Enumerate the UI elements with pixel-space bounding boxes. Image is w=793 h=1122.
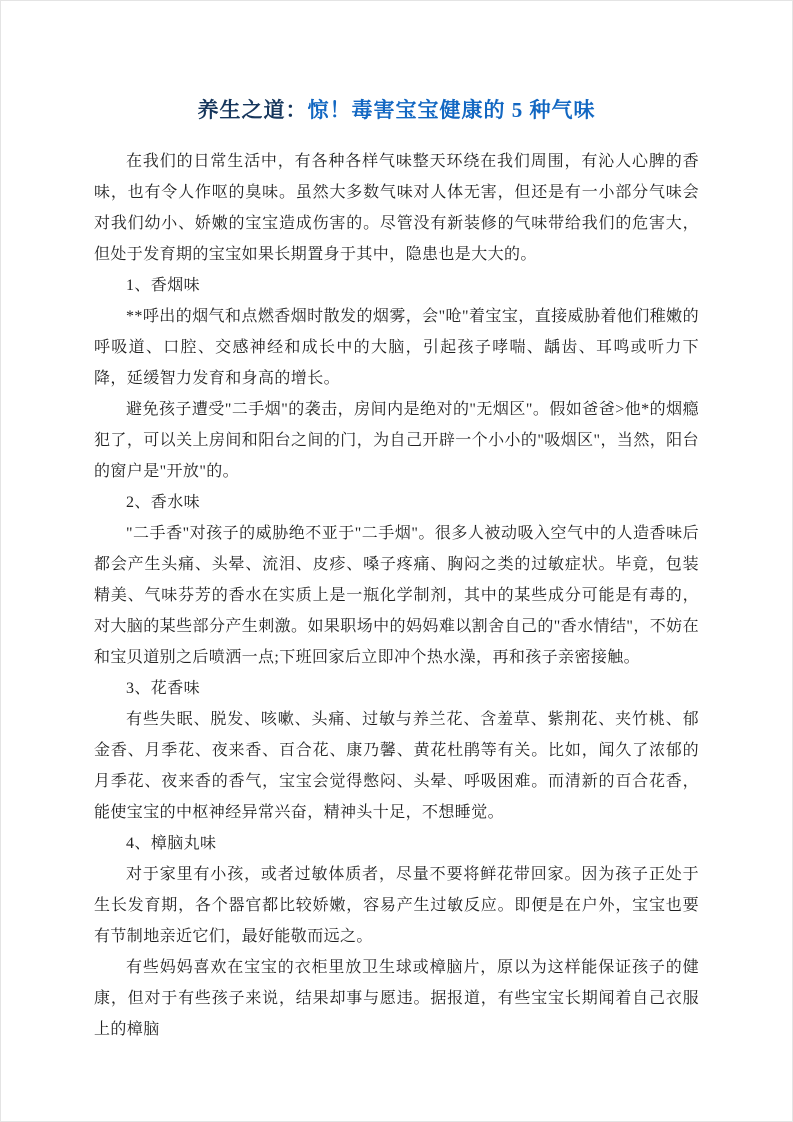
paragraph-flower: 有些失眠、脱发、咳嗽、头痛、过敏与养兰花、含羞草、紫荆花、夹竹桃、郁金香、月季花、夜来香、百合花、康乃馨、黄花杜鹃等有关。比如，闻久了浓郁的月季花、夜来香的香气，宝宝会觉得憋闷、头晕、呼吸困难。而清新的百合花香，能使宝宝的中枢神经异常兴奋，精神头十足，不想睡觉。: [94, 711, 699, 821]
paragraph-mothball-1: 对于家里有小孩，或者过敏体质者，尽量不要将鲜花带回家。因为孩子正处于生长发育期，各个器官都比较娇嫩，容易产生过敏反应。即便是在户外，宝宝也要有节制地亲近它们，最好能敬而远之。: [94, 866, 699, 945]
document-title: [94, 96, 699, 124]
paragraph-perfume: "二手香"对孩子的威胁绝不亚于"二手烟"。很多人被动吸入空气中的人造香味后都会产生头痛、头晕、流泪、皮疹、嗓子疼痛、胸闷之类的过敏症状。毕竟，包装精美、气味芬芳的香水在实质上是一瓶化学制剂，其中的某些成分可能是有毒的，对大脑的某些部分产生刺激。如果职场中的妈妈难以割舍自己的"香水情结"，不妨在和宝贝道别之后喷洒一点;下班回家后立即冲个热水澡，再和孩子亲密接触。: [94, 525, 699, 666]
section-heading-flower: 3、花香味: [126, 680, 201, 697]
title-prefix: 养生之道：: [197, 98, 308, 122]
section-heading-smoke: 1、香烟味: [126, 277, 201, 294]
title-highlight: 惊！毒害宝宝健康的 5 种气味: [307, 98, 596, 122]
intro-paragraph: 在我们的日常生活中，有各种各样气味整天环绕在我们周围，有沁人心脾的香味，也有令人作呕的臭味。虽然大多数气味对人体无害，但还是有一小部分气味会对我们幼小、娇嫩的宝宝造成伤害的。尽管没有新装修的气味带给我们的危害大，但处于发育期的宝宝如果长期置身于其中，隐患也是大大的。: [94, 153, 699, 263]
section-heading-mothball: 4、樟脑丸味: [126, 835, 217, 852]
paragraph-smoke-1: **呼出的烟气和点燃香烟时散发的烟雾，会"呛"着宝宝，直接威胁着他们稚嫩的呼吸道、口腔、交感神经和成长中的大脑，引起孩子哮喘、龋齿、耳鸣或听力下降，延缓智力发育和身高的增长。: [94, 308, 699, 387]
paragraph-mothball-2: 有些妈妈喜欢在宝宝的衣柜里放卫生球或樟脑片，原以为这样能保证孩子的健康，但对于有些孩子来说，结果却事与愿违。据报道，有些宝宝长期闻着自己衣服上的樟脑: [94, 959, 699, 1038]
paragraph-smoke-2: 避免孩子遭受"二手烟"的袭击，房间内是绝对的"无烟区"。假如爸爸>他*的烟瘾犯了，可以关上房间和阳台之间的门，为自己开辟一个小小的"吸烟区"，当然，阳台的窗户是"开放"的。: [94, 401, 699, 480]
section-heading-perfume: 2、香水味: [126, 494, 201, 511]
